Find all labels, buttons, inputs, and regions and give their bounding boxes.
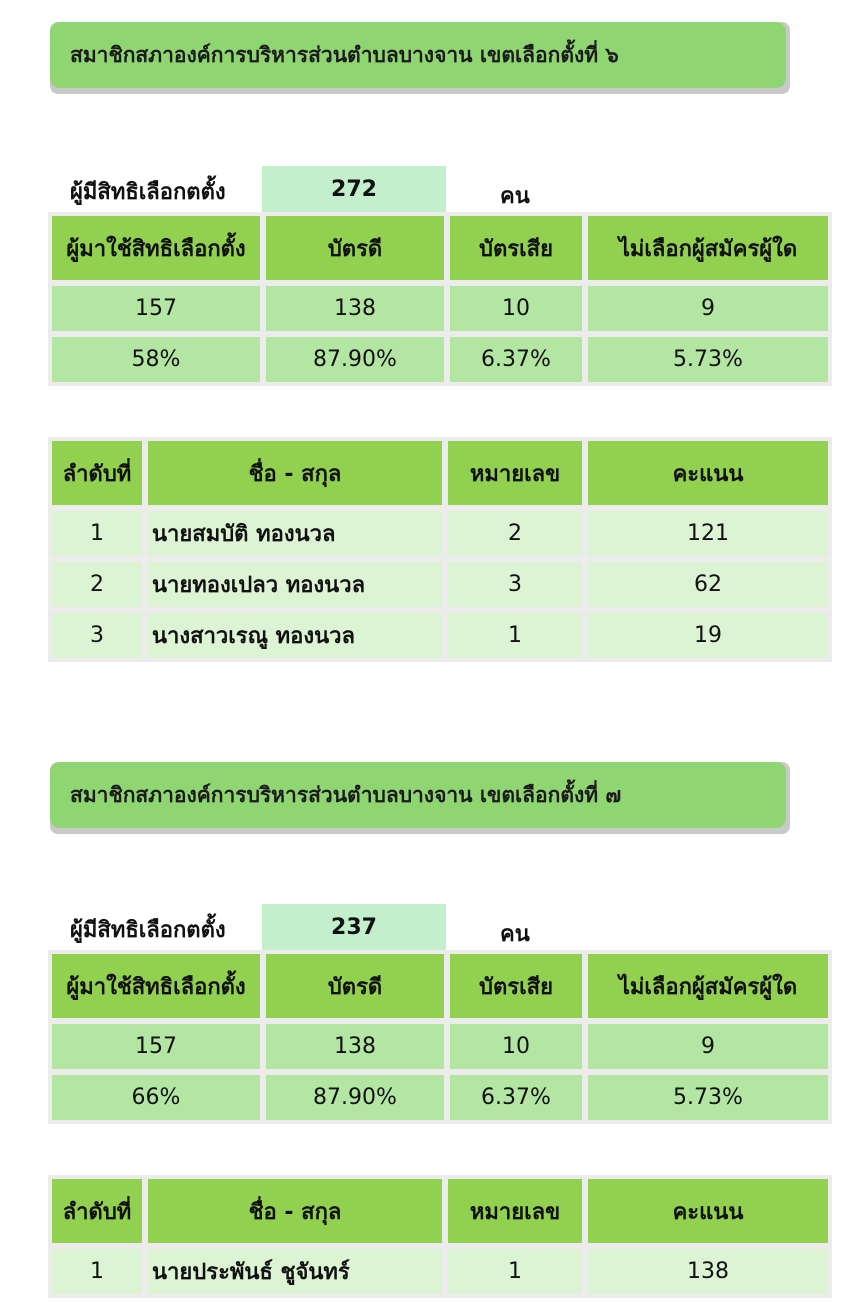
cand-header-order: ลำดับที่ <box>52 1179 142 1243</box>
cand-name: นายสมบัติ ทองนวล <box>148 511 442 556</box>
cand-name: นายประพันธ์ ชูจันทร์ <box>148 1249 442 1294</box>
stats-count-no-vote: 9 <box>588 286 828 331</box>
stats-count-invalid: 10 <box>450 1024 582 1069</box>
stats-count-turnout: 157 <box>52 1024 260 1069</box>
cand-header-order: ลำดับที่ <box>52 441 142 505</box>
cand-score: 138 <box>588 1249 828 1294</box>
eligible-unit: คน <box>500 922 530 947</box>
stats-header-no-vote: ไม่เลือกผู้สมัครผู้ใด <box>588 954 828 1018</box>
stats-percent-valid: 87.90% <box>266 337 444 382</box>
cand-score: 121 <box>588 511 828 556</box>
eligible-label: ผู้มีสิทธิเลือกตตั้ง <box>70 918 226 943</box>
cand-header-name: ชื่อ - สกุล <box>148 441 442 505</box>
section-6-stats-table <box>48 212 832 386</box>
section-6-eligible-row <box>50 166 830 212</box>
cand-header-score: คะแนน <box>588 441 828 505</box>
cand-header-number: หมายเลข <box>448 1179 582 1243</box>
section-7-eligible-row <box>50 904 830 950</box>
stats-percent-invalid: 6.37% <box>450 1075 582 1120</box>
stats-count-invalid: 10 <box>450 286 582 331</box>
cand-header-number: หมายเลข <box>448 441 582 505</box>
cand-number: 2 <box>448 511 582 556</box>
eligible-value: 272 <box>262 166 446 212</box>
eligible-unit: คน <box>500 184 530 209</box>
section-7-banner <box>50 762 790 834</box>
cand-header-name: ชื่อ - สกุล <box>148 1179 442 1243</box>
cand-name: นางสาวเรณู ทองนวล <box>148 613 442 658</box>
stats-count-no-vote: 9 <box>588 1024 828 1069</box>
stats-count-turnout: 157 <box>52 286 260 331</box>
section-6-banner <box>50 22 790 94</box>
cand-order: 1 <box>52 511 142 556</box>
stats-percent-turnout: 58% <box>52 337 260 382</box>
cand-number: 3 <box>448 562 582 607</box>
stats-header-valid: บัตรดี <box>266 954 444 1018</box>
section-7-title: สมาชิกสภาองค์การบริหารส่วนตำบลบางจาน เขตเลือกตั้งที่ ๗ <box>50 762 786 828</box>
cand-order: 2 <box>52 562 142 607</box>
stats-percent-turnout: 66% <box>52 1075 260 1120</box>
stats-percent-no-vote: 5.73% <box>588 1075 828 1120</box>
stats-percent-no-vote: 5.73% <box>588 337 828 382</box>
cand-score: 62 <box>588 562 828 607</box>
cand-number: 1 <box>448 613 582 658</box>
stats-header-no-vote: ไม่เลือกผู้สมัครผู้ใด <box>588 216 828 280</box>
stats-count-valid: 138 <box>266 286 444 331</box>
stats-header-valid: บัตรดี <box>266 216 444 280</box>
section-6-title: สมาชิกสภาองค์การบริหารส่วนตำบลบางจาน เขตเลือกตั้งที่ ๖ <box>50 22 786 88</box>
stats-header-invalid: บัตรเสีย <box>450 954 582 1018</box>
stats-percent-valid: 87.90% <box>266 1075 444 1120</box>
stats-percent-invalid: 6.37% <box>450 337 582 382</box>
cand-order: 3 <box>52 613 142 658</box>
cand-number: 1 <box>448 1249 582 1294</box>
cand-score: 19 <box>588 613 828 658</box>
stats-header-turnout: ผู้มาใช้สิทธิเลือกตั้ง <box>52 216 260 280</box>
cand-name: นายทองเปลว ทองนวล <box>148 562 442 607</box>
section-7-stats-table <box>48 950 832 1124</box>
stats-header-turnout: ผู้มาใช้สิทธิเลือกตั้ง <box>52 954 260 1018</box>
cand-header-score: คะแนน <box>588 1179 828 1243</box>
stats-header-invalid: บัตรเสีย <box>450 216 582 280</box>
stats-count-valid: 138 <box>266 1024 444 1069</box>
section-6-candidates-table <box>48 437 832 662</box>
eligible-label: ผู้มีสิทธิเลือกตตั้ง <box>70 180 226 205</box>
cand-order: 1 <box>52 1249 142 1294</box>
eligible-value: 237 <box>262 904 446 950</box>
section-7-candidates-table <box>48 1175 832 1298</box>
